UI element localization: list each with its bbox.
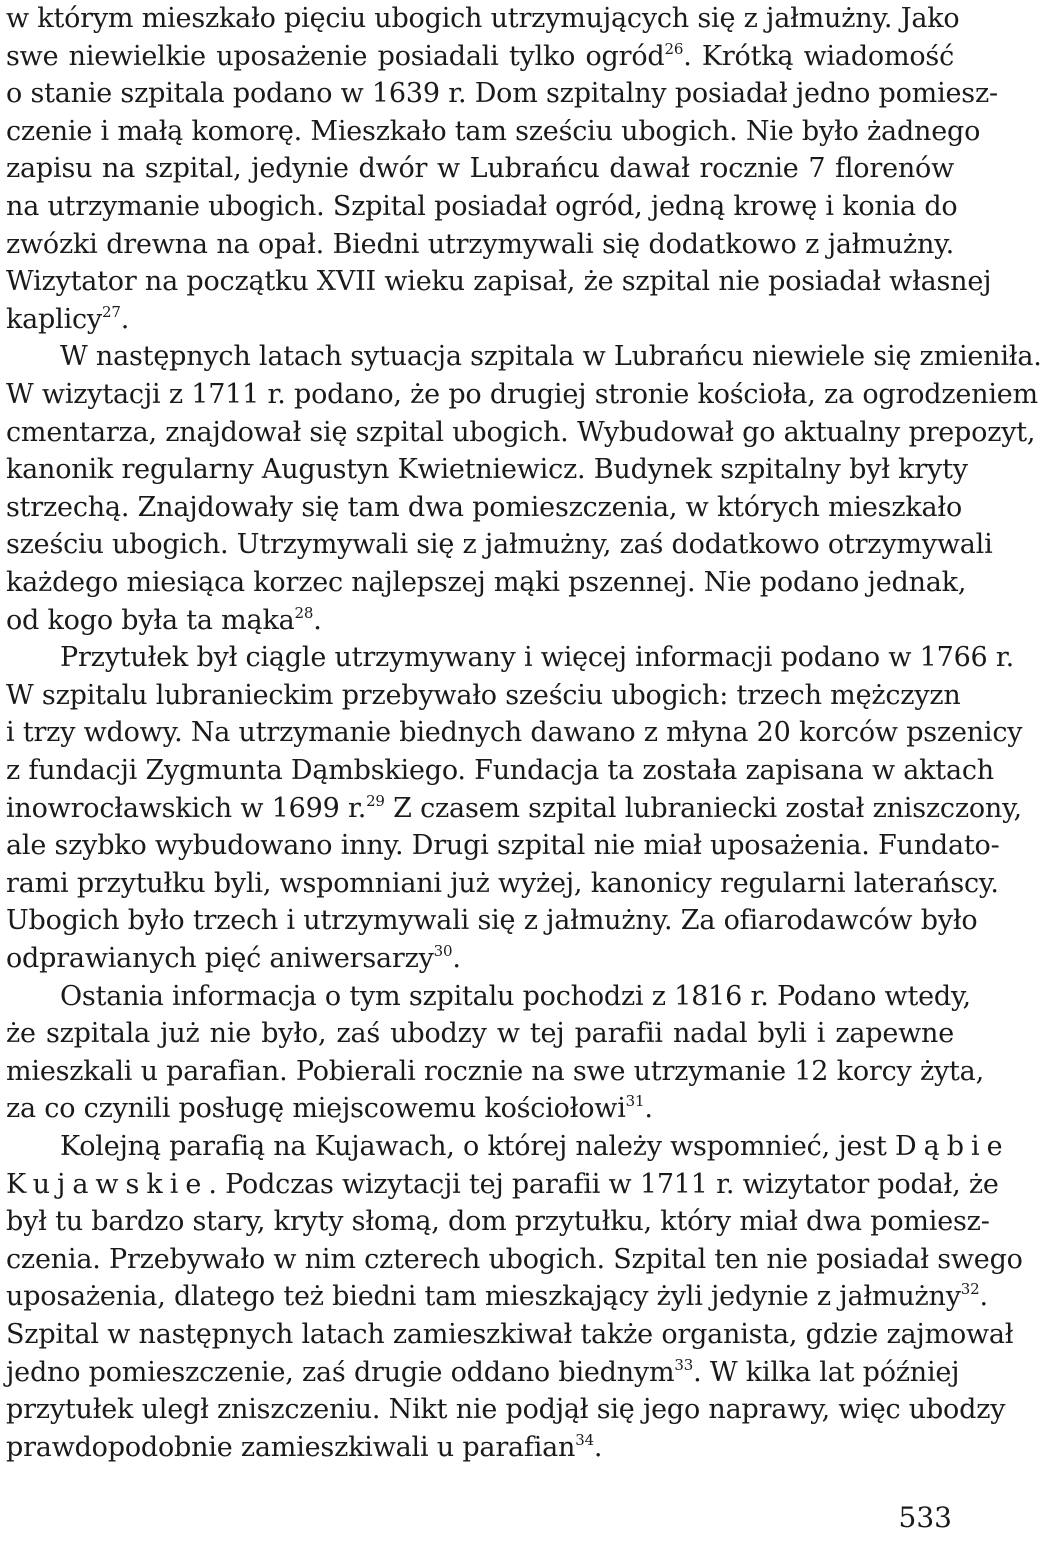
line-text: Wizytator na początku XVII wieku zapisał, że szpital nie posiadał własnej: [6, 266, 992, 298]
line-text: przytułek uległ zniszczeniu. Nikt nie podjął się jego naprawy, więc ubodzy: [6, 1394, 1006, 1426]
line-text-continued: Z czasem szpital lubraniecki został zniszczony,: [384, 792, 1022, 824]
line-text: Szpital w następnych latach zamieszkiwał także organista, gdzie zajmował: [6, 1319, 1014, 1350]
line-text: że szpitala już nie było, zaś ubodzy w tej parafii nadal byli i zapewne: [6, 1018, 954, 1050]
line-text-continued: .: [120, 303, 130, 335]
line-text: swe niewielkie uposażenie posiadali tylko ogród: [6, 40, 665, 72]
line-text: czenia. Przebywało w nim czterech ubogich. Szpital ten nie posiadał swego: [6, 1243, 1023, 1275]
line-text: uposażenia, dlatego też biedni tam mieszkający żyli jedynie z jałmużny: [6, 1281, 961, 1313]
text-line: [6, 301, 954, 338]
line-text-continued: . W kilka lat później: [693, 1356, 960, 1388]
text-line: [6, 639, 1015, 676]
line-text: kanonik regularny Augustyn Kwietniewicz. Budynek szpitalny był kryty: [6, 454, 968, 486]
text-line: [6, 1128, 1010, 1165]
text-line: [6, 564, 967, 601]
line-text: prawdopodobnie zamieszkiwali u parafian: [6, 1431, 576, 1463]
spaced-place-name: Dąbie: [894, 1131, 1010, 1162]
line-text: był tu bardzo stary, kryty słomą, dom przytułku, który miał dwa pomiesz-: [6, 1206, 990, 1238]
text-line: [6, 376, 1038, 413]
line-text: Przytułek był ciągle utrzymywany i więcej informacji podano w 1766 r.: [60, 642, 1015, 674]
line-text-continued: .: [313, 604, 322, 636]
text-line: [6, 113, 981, 150]
text-line: [6, 752, 994, 789]
footnote-marker: 29: [366, 791, 385, 810]
line-text: inowrocławskich w 1699 r.: [6, 792, 367, 824]
text-line: [6, 978, 971, 1015]
text-line: [6, 451, 968, 488]
text-line: [6, 188, 958, 225]
text-line: [6, 1166, 999, 1203]
line-text: ale szybko wybudowano inny. Drugi szpital nie miał uposażenia. Fundato-: [6, 830, 1000, 862]
line-text: na utrzymanie ubogich. Szpital posiadał ogród, jedną krowę i konia do: [6, 191, 958, 222]
text-line: [6, 338, 1042, 375]
text-line: [6, 827, 1000, 864]
line-text: Kolejną parafią na Kujawach, o której należy wspomnieć, jest: [60, 1131, 895, 1162]
text-line: [6, 714, 1023, 751]
line-text: za co czynili posługę miejscowemu kościołowi: [6, 1093, 626, 1125]
text-line: [6, 1278, 988, 1315]
line-text: W wizytacji z 1711 r. podano, że po drugiej stronie kościoła, za ogrodzeniem: [6, 379, 1038, 410]
text-line: [6, 677, 961, 714]
page-number: 533: [898, 1501, 952, 1534]
line-text: W szpitalu lubranieckim przebywało sześciu ubogich: trzech mężczyzn: [6, 679, 961, 711]
line-text: rami przytułku byli, wspomniani już wyżej, kanonicy regularni laterańscy.: [6, 867, 999, 899]
text-line: [6, 38, 954, 75]
text-line: [6, 526, 993, 563]
line-text: o stanie szpitala podano w 1639 r. Dom szpitalny posiadał jedno pomiesz-: [6, 78, 998, 110]
line-text: zwózki drewna na opał. Biedni utrzymywali się dodatkowo z jałmużny.: [6, 228, 954, 260]
line-text: mieszkali u parafian. Pobierali rocznie na swe utrzymanie 12 korcy żyta,: [6, 1055, 984, 1087]
footnote-marker: 34: [575, 1430, 594, 1449]
text-line: [6, 865, 999, 902]
line-text: odprawianych pięć aniwersarzy: [6, 943, 434, 974]
line-text: od kogo była ta mąka: [6, 604, 295, 636]
text-line: [6, 1090, 954, 1127]
text-line: [6, 1053, 984, 1090]
text-line: [6, 1015, 954, 1052]
footnote-marker: 28: [294, 603, 314, 622]
text-line: [6, 790, 1022, 827]
line-text: kaplicy: [6, 303, 102, 335]
text-line: [6, 489, 963, 526]
text-line: [6, 1429, 954, 1466]
line-text: czenie i małą komorę. Mieszkało tam sześciu ubogich. Nie było żadnego: [6, 115, 981, 147]
footnote-marker: 27: [102, 302, 121, 321]
text-line: [6, 602, 954, 639]
text-line: [6, 1354, 960, 1391]
text-line: [6, 1316, 1014, 1353]
text-line: [6, 902, 978, 939]
line-text-continued: .: [979, 1281, 988, 1313]
line-text: w którym mieszkało pięciu ubogich utrzymujących się z jałmużny. Jako: [6, 3, 960, 34]
line-text-continued: .: [452, 943, 461, 974]
line-text: W następnych latach sytuacja szpitala w Lubrańcu niewiele się zmieniła.: [60, 341, 1042, 373]
line-text: strzechą. Znajdowały się tam dwa pomieszczenia, w których mieszkało: [6, 491, 963, 523]
text-line: [6, 940, 954, 977]
line-text: każdego miesiąca korzec najlepszej mąki pszennej. Nie podano jednak,: [6, 567, 967, 598]
text-line: [6, 1391, 1006, 1428]
text-line: [6, 150, 954, 187]
text-line: [6, 0, 960, 37]
line-text: Ostania informacja o tym szpitalu pochodzi z 1816 r. Podano wtedy,: [60, 980, 971, 1012]
line-text: i trzy wdowy. Na utrzymanie biednych dawano z młyna 20 korców pszenicy: [6, 717, 1023, 749]
line-text: zapisu na szpital, jedynie dwór w Lubrańcu dawał rocznie 7 florenów: [6, 153, 954, 185]
line-text-continued: .: [644, 1093, 653, 1125]
text-line: [6, 226, 954, 263]
line-text: Ubogich było trzech i utrzymywali się z jałmużny. Za ofiarodawców było: [6, 905, 978, 937]
text-line: [6, 75, 998, 112]
footnote-marker: 31: [625, 1092, 645, 1111]
footnote-marker: 26: [664, 39, 684, 58]
line-text: jedno pomieszczenie, zaś drugie oddano biednym: [6, 1356, 675, 1388]
line-text-continued: .: [593, 1431, 603, 1463]
line-text: cmentarza, znajdował się szpital ubogich. Wybudował go aktualny prepozyt,: [6, 416, 1036, 448]
text-line: [6, 414, 1036, 451]
line-text-continued: . Krótką wiadomość: [683, 40, 954, 72]
footnote-marker: 33: [674, 1355, 694, 1374]
text-line: [6, 1203, 990, 1240]
text-line: [6, 1241, 1023, 1278]
line-text: sześciu ubogich. Utrzymywali się z jałmużny, zaś dodatkowo otrzymywali: [6, 529, 993, 561]
spaced-place-name: Kujawskie: [6, 1168, 209, 1200]
footnote-marker: 30: [433, 942, 453, 960]
text-line: [6, 263, 992, 300]
line-text: z fundacji Zygmunta Dąmbskiego. Fundacja ta została zapisana w aktach: [6, 755, 994, 786]
line-text-continued: . Podczas wizytacji tej parafii w 1711 r. wizytator podał, że: [208, 1168, 999, 1200]
footnote-marker: 32: [960, 1280, 980, 1299]
